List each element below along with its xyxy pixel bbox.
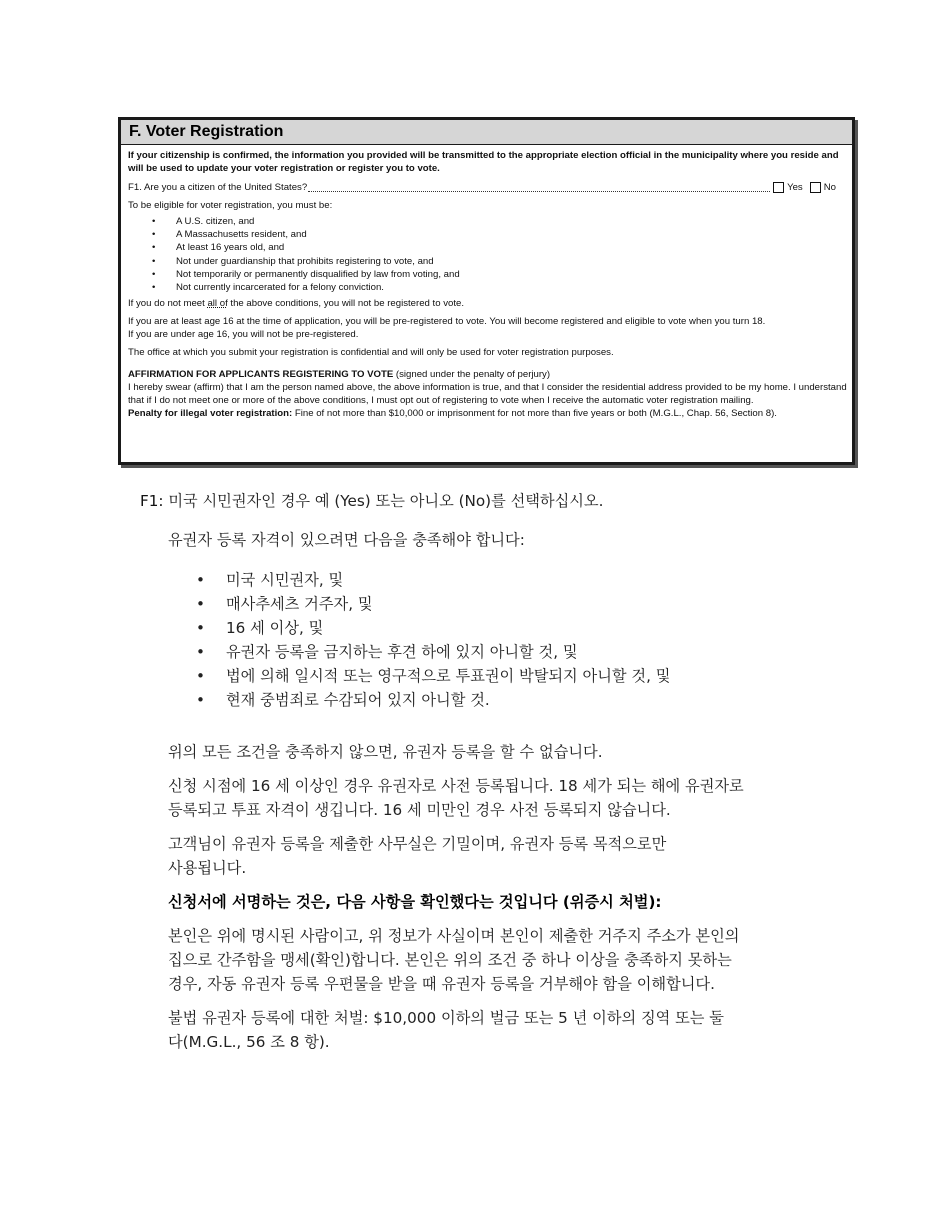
yes-checkbox	[773, 182, 784, 193]
korean-penalty-line-1: 불법 유권자 등록에 대한 처벌: $10,000 이하의 벌금 또는 5 년 이하의 징역 또는 둘	[168, 1009, 724, 1027]
penalty-text	[128, 407, 852, 420]
list-item: • 미국 시민권자, 및	[196, 568, 860, 592]
korean-affirmation-line-1: 본인은 위에 명시된 사람이고, 위 정보가 사실이며 본인이 제출한 거주지 주소가 본인의	[168, 927, 740, 945]
list-item: • 16 세 이상, 및	[196, 616, 860, 640]
list-item: • A Massachusetts resident, and	[128, 228, 852, 241]
korean-office-text	[140, 832, 860, 880]
korean-office-line-1: 고객님이 유권자 등록을 제출한 사무실은 기밀이며, 유권자 등록 목적으로만	[168, 835, 667, 853]
not-meet-emphasis: all of	[207, 298, 228, 310]
eligibility-intro: To be eligible for voter registration, you must be:	[128, 200, 333, 211]
no-label: No	[823, 182, 836, 193]
korean-penalty-text	[140, 1006, 860, 1054]
voter-registration-form-image	[118, 117, 855, 465]
korean-f1-label: F1:	[140, 492, 164, 510]
not-meet-conditions-text	[128, 297, 852, 310]
korean-affirmation-heading: 신청서에 서명하는 것은, 다음 사항을 확인했다는 것입니다 (위증시 처벌):	[168, 893, 662, 911]
eligibility-requirements-list	[128, 215, 852, 294]
korean-not-meet-text: 위의 모든 조건을 충족하지 않으면, 유권자 등록을 할 수 없습니다.	[168, 743, 603, 761]
affirmation-text: I hereby swear (affirm) that I am the person named above, the above information is true, and that I consider the residential address provided to be my home. I understand that if I do not meet one or more of the above conditions, I must opt out of registering to vote when I receive the automatic voter registration mailing.	[128, 382, 847, 407]
list-item: • Not currently incarcerated for a felony conviction.	[128, 281, 852, 294]
list-item: • 현재 중범죄로 수감되어 있지 아니할 것.	[196, 688, 860, 712]
korean-translation	[140, 489, 860, 1054]
penalty-label: Penalty for illegal voter registration:	[128, 408, 293, 420]
citizenship-question-text: F1. Are you a citizen of the United States?	[128, 182, 308, 193]
korean-f1-question	[140, 489, 860, 513]
korean-pre-registration-line-1: 신청 시점에 16 세 이상인 경우 유권자로 사전 등록됩니다. 18 세가 되는 해에 유권자로	[168, 777, 744, 795]
pre-registration-text-line-1: If you are at least age 16 at the time of application, you will be pre-registered to vote. You will become registered and eligible to vote when you turn 18.	[128, 316, 766, 328]
korean-pre-registration-line-2: 등록되고 투표 자격이 생깁니다. 16 세 미만인 경우 사전 등록되지 않습니다.	[168, 801, 671, 819]
no-checkbox	[810, 182, 821, 193]
list-item: • 유권자 등록을 금지하는 후견 하에 있지 아니할 것, 및	[196, 640, 860, 664]
list-item: • A U.S. citizen, and	[128, 215, 852, 228]
penalty-description: Fine of not more than $10,000 or imprisonment for not more than five years or both (M.G.L., Chap. 56, Section 8).	[292, 408, 777, 420]
not-meet-prefix: If you do not meet	[128, 298, 208, 310]
yes-label: Yes	[787, 182, 803, 193]
affirmation-title: AFFIRMATION FOR APPLICANTS REGISTERING TO VOTE	[128, 369, 394, 381]
korean-f1-text: 미국 시민권자인 경우 예 (Yes) 또는 아니오 (No)를 선택하십시오.	[163, 492, 604, 510]
form-intro-text: If your citizenship is confirmed, the information you provided will be transmitted to the appropriate election official in the municipality where you reside and will be used to update your voter registration or register you to vote.	[128, 150, 839, 174]
list-item: • Not temporarily or permanently disqualified by law from voting, and	[128, 268, 852, 281]
affirmation-subtitle: (signed under the penalty of perjury)	[393, 369, 551, 381]
citizenship-question-row	[128, 181, 843, 194]
form-section-title: F. Voter Registration	[121, 120, 852, 145]
dot-leader	[308, 183, 770, 192]
pre-registration-text-line-2: If you are under age 16, you will not be pre-registered.	[128, 329, 359, 341]
korean-affirmation-text	[140, 924, 860, 996]
form-body	[121, 145, 852, 420]
office-confidential-text: The office at which you submit your registration is confidential and will only be used for voter registration purposes.	[128, 347, 614, 359]
affirmation-heading	[128, 368, 852, 381]
korean-penalty-line-2: 다(M.G.L., 56 조 8 항).	[168, 1033, 330, 1051]
korean-office-line-2: 사용됩니다.	[168, 859, 247, 877]
korean-pre-registration-text	[140, 774, 860, 822]
korean-requirements-list	[140, 568, 860, 712]
korean-eligibility-intro: 유권자 등록 자격이 있으려면 다음을 충족해야 합니다:	[168, 531, 525, 549]
korean-affirmation-line-3: 경우, 자동 유권자 등록 우편물을 받을 때 유권자 등록을 거부해야 함을 이해합니다.	[168, 975, 715, 993]
list-item: • Not under guardianship that prohibits registering to vote, and	[128, 255, 852, 268]
not-meet-suffix: the above conditions, you will not be registered to vote.	[227, 298, 464, 310]
list-item: • At least 16 years old, and	[128, 241, 852, 254]
list-item: • 법에 의해 일시적 또는 영구적으로 투표권이 박탈되지 아니할 것, 및	[196, 664, 860, 688]
list-item: • 매사추세츠 거주자, 및	[196, 592, 860, 616]
korean-affirmation-line-2: 집으로 간주함을 맹세(확인)합니다. 본인은 위의 조건 중 하나 이상을 충족하지 못하는	[168, 951, 732, 969]
